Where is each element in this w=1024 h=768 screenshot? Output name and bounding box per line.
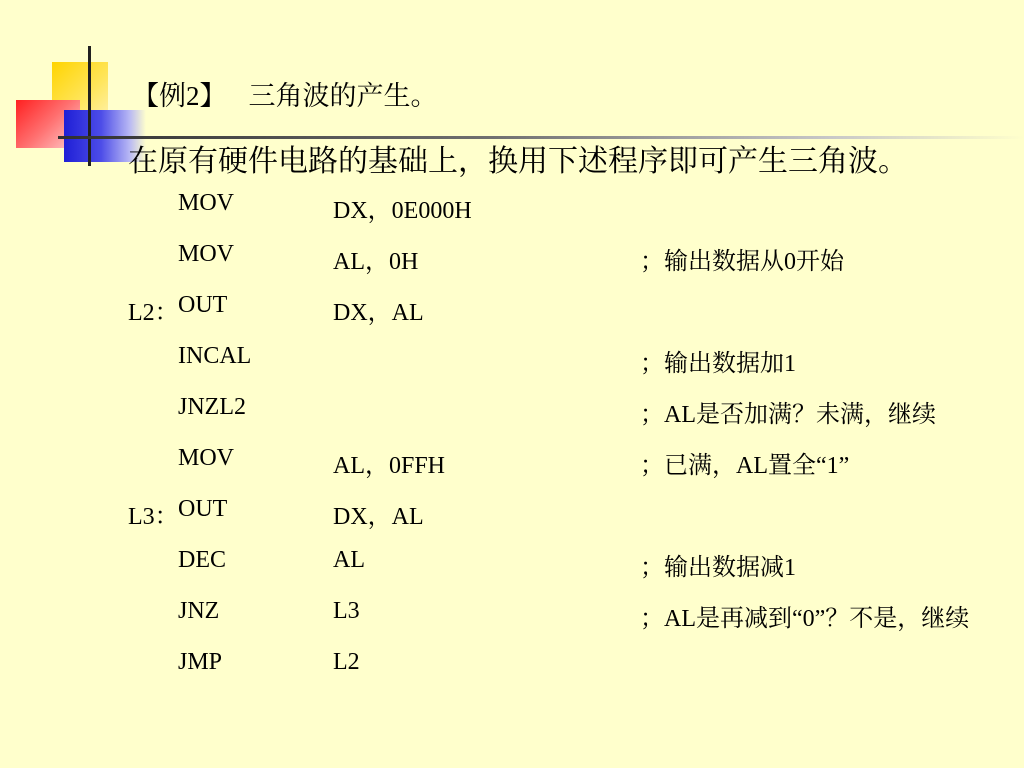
code-operands: AL [333, 547, 365, 573]
code-operands: L2 [333, 649, 360, 675]
code-instruction: OUT [178, 292, 228, 318]
code-comment: ；输出数据从0开始 [640, 249, 844, 275]
code-line [0, 445, 1024, 485]
code-instruction: JNZL2 [178, 394, 246, 420]
code-instruction: JMP [178, 649, 223, 675]
code-instruction: DEC [178, 547, 226, 573]
code-comment: ；AL是否加满？未满，继续 [640, 402, 936, 428]
code-operands: L3 [333, 598, 360, 624]
code-line [0, 292, 1024, 332]
code-comment: ；AL是再减到“0”？不是，继续 [640, 606, 970, 632]
code-instruction: OUT [178, 496, 228, 522]
code-instruction: MOV [178, 445, 235, 471]
code-line [0, 394, 1024, 434]
code-line [0, 496, 1024, 536]
code-instruction: MOV [178, 190, 235, 216]
slide-subtitle: 在原有硬件电路的基础上，换用下述程序即可产生三角波。 [128, 145, 908, 178]
code-operands: DX，AL [333, 504, 424, 530]
code-instruction: INCAL [178, 343, 252, 369]
code-label: L2： [128, 300, 179, 326]
example-tag: 【例2】 [132, 81, 227, 111]
code-line [0, 190, 1024, 230]
code-instruction: JNZ [178, 598, 220, 624]
code-operands: AL，0FFH [333, 453, 446, 479]
code-line [0, 598, 1024, 638]
code-comment: ；输出数据减1 [640, 555, 796, 581]
code-operands: AL，0H [333, 249, 419, 275]
title-text: 三角波的产生。 [248, 81, 438, 111]
code-instruction: MOV [178, 241, 235, 267]
code-operands: DX，0E000H [333, 198, 472, 224]
code-line [0, 343, 1024, 383]
code-label: L3： [128, 504, 179, 530]
code-line [0, 241, 1024, 281]
code-comment: ；已满，AL置全“1” [640, 453, 850, 479]
code-line [0, 649, 1024, 689]
code-line [0, 547, 1024, 587]
code-operands: DX，AL [333, 300, 424, 326]
decor-vertical-line [88, 46, 91, 166]
code-comment: ；输出数据加1 [640, 351, 796, 377]
slide-title [132, 74, 438, 113]
